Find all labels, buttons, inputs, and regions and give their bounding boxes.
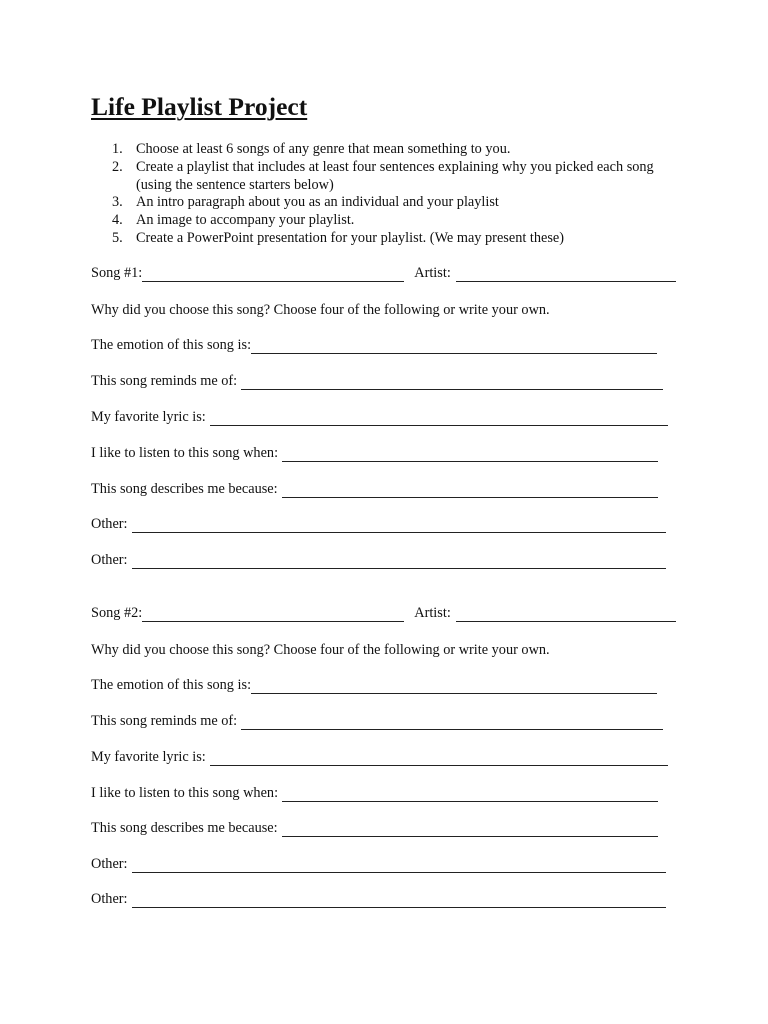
song-1-label: Song #1: bbox=[91, 265, 143, 281]
song-1-artist-label: Artist: bbox=[414, 265, 451, 281]
song-1-prompt-row bbox=[91, 480, 658, 498]
answer-blank[interactable] bbox=[251, 339, 657, 354]
song-1-prompt-row bbox=[91, 551, 666, 569]
instruction-item: 5. Create a PowerPoint presentation for your playlist. (We may present these) bbox=[112, 229, 565, 246]
song-2-prompt-row bbox=[91, 855, 666, 873]
song-2-artist-blank[interactable] bbox=[456, 607, 676, 622]
answer-blank[interactable] bbox=[132, 858, 666, 873]
instruction-item: 2. Create a playlist that includes at least four sentences explaining why you picked each song (using the sentence starters below) bbox=[112, 158, 654, 193]
song-2-question: Why did you choose this song? Choose four of the following or write your own. bbox=[91, 642, 550, 658]
song-1-prompt-row bbox=[91, 444, 658, 462]
song-2-label: Song #2: bbox=[91, 605, 143, 621]
song-2-header-row bbox=[91, 604, 676, 622]
prompt-label: Other: bbox=[91, 552, 128, 568]
song-1-title-blank[interactable] bbox=[142, 267, 404, 282]
song-1-header-row bbox=[91, 264, 676, 282]
song-2-artist-label: Artist: bbox=[414, 605, 451, 621]
song-1-prompt-row bbox=[91, 336, 657, 354]
instruction-item: 1. Choose at least 6 songs of any genre that mean something to you. bbox=[112, 141, 511, 157]
prompt-label: I like to listen to this song when: bbox=[91, 785, 279, 801]
answer-blank[interactable] bbox=[241, 375, 663, 390]
song-1-artist-blank[interactable] bbox=[456, 267, 676, 282]
song-2-prompt-row bbox=[91, 712, 663, 730]
answer-blank[interactable] bbox=[282, 483, 658, 498]
song-2-prompt-row bbox=[91, 890, 666, 908]
song-2-prompt-row bbox=[91, 784, 658, 802]
song-1-prompt-row bbox=[91, 515, 666, 533]
song-1-question: Why did you choose this song? Choose four of the following or write your own. bbox=[91, 302, 550, 318]
instruction-item: 3. An intro paragraph about you as an individual and your playlist bbox=[112, 194, 499, 211]
prompt-label: The emotion of this song is: bbox=[91, 337, 252, 353]
song-2-prompt-row bbox=[91, 819, 658, 837]
answer-blank[interactable] bbox=[132, 518, 666, 533]
answer-blank[interactable] bbox=[251, 679, 657, 694]
prompt-label: Other: bbox=[91, 856, 128, 872]
prompt-label: Other: bbox=[91, 516, 128, 532]
answer-blank[interactable] bbox=[210, 751, 668, 766]
song-2-title-blank[interactable] bbox=[142, 607, 404, 622]
instruction-item: 4. An image to accompany your playlist. bbox=[112, 212, 355, 229]
song-2-prompt-row bbox=[91, 676, 657, 694]
prompt-label: Other: bbox=[91, 891, 128, 907]
answer-blank[interactable] bbox=[210, 411, 668, 426]
page-title: Life Playlist Project bbox=[91, 92, 308, 121]
song-1-prompt-row bbox=[91, 408, 668, 426]
prompt-label: This song reminds me of: bbox=[91, 373, 238, 389]
prompt-label: This song reminds me of: bbox=[91, 713, 238, 729]
answer-blank[interactable] bbox=[132, 893, 666, 908]
answer-blank[interactable] bbox=[132, 554, 666, 569]
song-1-prompt-row bbox=[91, 372, 663, 390]
answer-blank[interactable] bbox=[282, 822, 658, 837]
prompt-label: My favorite lyric is: bbox=[91, 749, 206, 765]
prompt-label: This song describes me because: bbox=[91, 820, 278, 836]
prompt-label: My favorite lyric is: bbox=[91, 409, 206, 425]
prompt-label: The emotion of this song is: bbox=[91, 677, 252, 693]
answer-blank[interactable] bbox=[282, 447, 658, 462]
song-2-prompt-row bbox=[91, 748, 668, 766]
answer-blank[interactable] bbox=[282, 787, 658, 802]
answer-blank[interactable] bbox=[241, 715, 663, 730]
prompt-label: I like to listen to this song when: bbox=[91, 445, 279, 461]
prompt-label: This song describes me because: bbox=[91, 481, 278, 497]
instructions-list bbox=[91, 141, 671, 248]
